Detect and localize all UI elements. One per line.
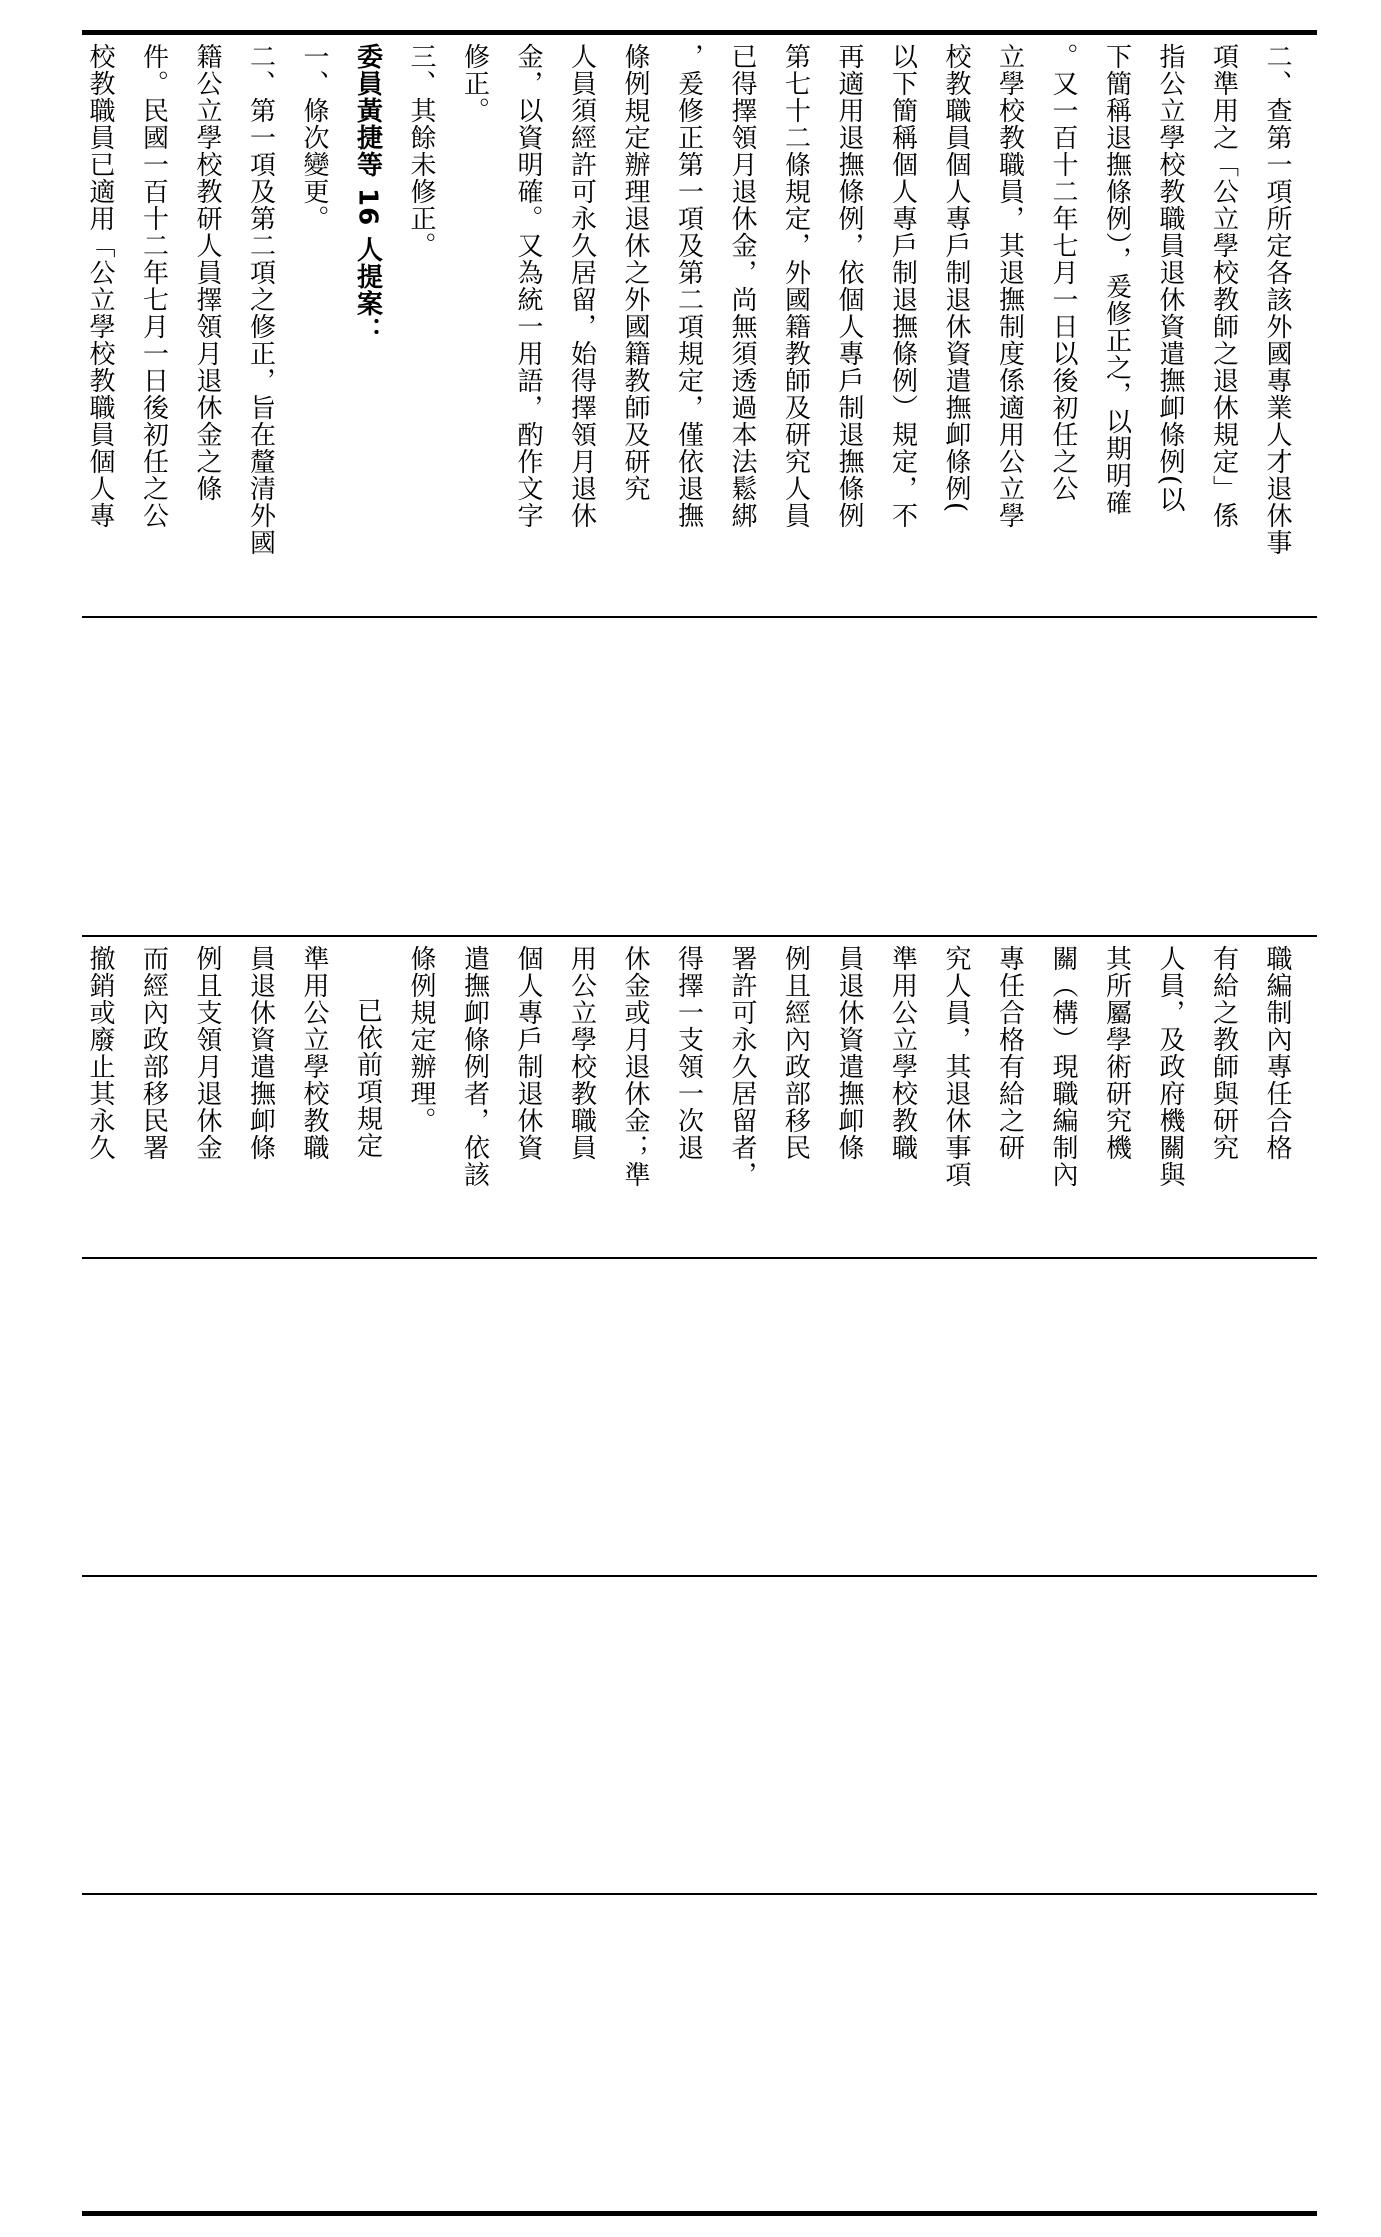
- article-para2-line: 例且支領月退休金: [192, 945, 222, 1161]
- article-line: 用公立學校教職員: [566, 945, 597, 1161]
- article-line: 條例規定辦理。: [406, 945, 436, 1134]
- proposal-line: 一、條次變更。: [299, 43, 329, 232]
- article-line: 員退休資遣撫卹條: [834, 945, 864, 1161]
- article-line: 人員，及政府機關與: [1155, 945, 1185, 1188]
- article-line: 有給之教師與研究: [1208, 945, 1239, 1161]
- proposal-header: 委員黃捷等 16 人提案：: [352, 43, 383, 345]
- row-divider-4: [82, 1575, 1317, 1577]
- article-para2-line: 準用公立學校教職: [299, 945, 329, 1161]
- article-para2-line: 員退休資遣撫卹條: [245, 945, 276, 1161]
- explanation-line: 再適用退撫條例，依個人專戶制退撫條例: [834, 43, 864, 529]
- explanation-cell: [82, 35, 1317, 615]
- article-line: 得擇一支領一次退: [673, 945, 704, 1161]
- explanation-line: 校教職員個人專戶制退休資遣撫卹條例(: [941, 43, 971, 514]
- explanation-line: 。又一百十二年七月一日以後初任之公: [1048, 43, 1078, 502]
- article-line: 其所屬學術研究機: [1101, 945, 1132, 1161]
- explanation-line: 條例規定辦理退休之外國籍教師及研究: [620, 43, 650, 502]
- article-line: 關（構）現職編制內: [1048, 945, 1078, 1188]
- article-line: 究人員，其退休事項: [941, 945, 971, 1188]
- explanation-line: 已得擇領月退休金，尚無須透過本法鬆綁: [727, 43, 757, 529]
- article-line: 例且經內政部移民: [780, 945, 811, 1161]
- explanation-line: 指公立學校教職員退休資遣撫卹條例(以: [1155, 43, 1185, 514]
- explanation-line: 金，以資明確。又為統一用語，酌作文字: [513, 43, 543, 529]
- explanation-line: 二、查第一項所定各該外國專業人才退休事: [1262, 43, 1292, 556]
- article-line: 個人專戶制退休資: [513, 945, 543, 1161]
- explanation-line: 三、其餘未修正。: [406, 43, 436, 259]
- article-line: 遣撫卹條例者，依該: [459, 945, 490, 1188]
- row-divider-1: [82, 616, 1317, 618]
- proposal-line: 件。民國一百十二年七月一日後初任之公: [138, 43, 169, 529]
- explanation-line: 下簡稱退撫條例），爰修正之，以期明確: [1101, 43, 1132, 516]
- proposal-line: 校教職員已適用「公立學校教職員個人專: [85, 43, 115, 529]
- article-para2-line: 而經內政部移民署: [138, 945, 169, 1161]
- explanation-text: [73, 43, 1304, 607]
- row-divider-5: [82, 1893, 1317, 1895]
- article-para2-line: 已依前項規定: [352, 997, 383, 1159]
- article-para2-line: 撤銷或廢止其永久: [85, 945, 115, 1161]
- article-line: 休金或月退休金；準: [620, 945, 650, 1188]
- explanation-line: 以下簡稱個人專戶制退撫條例）規定，不: [887, 43, 918, 529]
- explanation-line: 修正。: [459, 43, 490, 124]
- article-line: 職編制內專任合格: [1262, 945, 1292, 1161]
- article-cell: [82, 937, 1317, 1257]
- explanation-line: 立學校教職員，其退撫制度係適用公立學: [994, 43, 1025, 529]
- explanation-line: ，爰修正第一項及第二項規定，僅依退撫: [673, 43, 704, 529]
- proposal-line: 籍公立學校教研人員擇領月退休金之條: [192, 43, 222, 502]
- explanation-line: 人員須經許可永久居留，始得擇領月退休: [566, 43, 597, 529]
- explanation-line: 第七十二條規定，外國籍教師及研究人員: [780, 43, 811, 529]
- article-line: 署許可永久居留者，: [727, 945, 757, 1188]
- explanation-line: 項準用之「公立學校教師之退休規定」係: [1208, 43, 1239, 529]
- article-line: 專任合格有給之研: [994, 945, 1025, 1161]
- article-text: [73, 945, 1304, 1249]
- row-divider-3: [82, 1257, 1317, 1259]
- bottom-border: [82, 2211, 1317, 2216]
- proposal-line: 二、第一項及第二項之修正，旨在釐清外國: [245, 43, 276, 556]
- article-line: 準用公立學校教職: [887, 945, 918, 1161]
